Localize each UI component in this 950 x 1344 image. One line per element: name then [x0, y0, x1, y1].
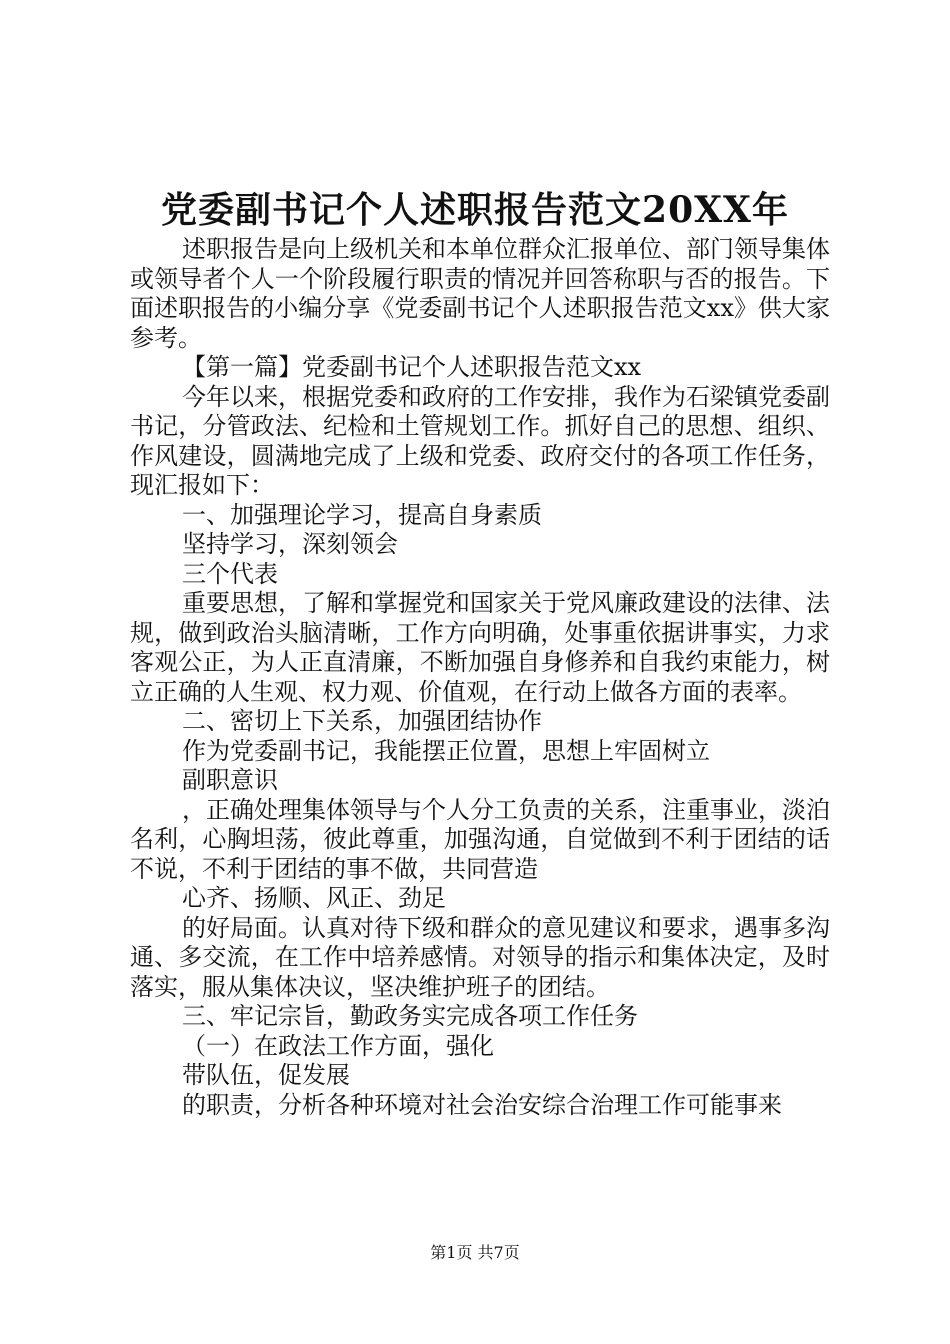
- paragraph: 副职意识: [182, 766, 278, 794]
- paragraph: ，正确处理集体领导与个人分工负责的关系，注重事业，淡泊名利，心胸坦荡，彼此尊重，加强沟通，自觉做到不利于团结的话不说，不利于团结的事不做，共同营造: [130, 795, 830, 883]
- paragraph: 三、牢记宗旨，勤政务实完成各项工作任务: [182, 1002, 638, 1030]
- paragraph: 述职报告是向上级机关和本单位群众汇报单位、部门领导集体或领导者个人一个阶段履行职责的情况并回答称职与否的报告。下面述职报告的小编分享《党委副书记个人述职报告范文xx》供大家参考。: [130, 235, 830, 352]
- document-body: [130, 235, 830, 1120]
- paragraph: 的职责，分析各种环境对社会治安综合治理工作可能事来: [182, 1090, 782, 1119]
- paragraph: 今年以来，根据党委和政府的工作安排，我作为石梁镇党委副书记，分管政法、纪检和土管规划工作。抓好自己的思想、组织、作风建设，圆满地完成了上级和党委、政府交付的各项工作任务，现汇报如下：: [130, 382, 830, 499]
- paragraph: 带队伍，促发展: [182, 1061, 350, 1089]
- paragraph: 三个代表: [182, 559, 278, 588]
- paragraph: 【第一篇】党委副书记个人述职报告范文xx: [182, 353, 642, 381]
- paragraph: 的好局面。认真对待下级和群众的意见建议和要求，遇事多沟通、多交流，在工作中培养感情。对领导的指示和集体决定，及时落实，服从集体决议，坚决维护班子的团结。: [130, 913, 830, 1001]
- page-number: 第1页 共7页: [430, 1243, 520, 1262]
- paragraph: 一、加强理论学习，提高自身素质: [182, 500, 542, 529]
- paragraph: 坚持学习，深刻领会: [182, 530, 398, 558]
- paragraph: 重要思想，了解和掌握党和国家关于党风廉政建设的法律、法规，做到政治头脑清晰，工作方向明确，处事重依据讲事实，力求客观公正，为人正直清廉，不断加强自身修养和自我约束能力，树立正确的人生观、权力观、价值观，在行动上做各方面的表率。: [130, 589, 830, 706]
- paragraph: （一）在政法工作方面，强化: [182, 1031, 494, 1060]
- paragraph: 心齐、扬顺、风正、劲足: [182, 884, 446, 912]
- paragraph: 作为党委副书记，我能摆正位置，思想上牢固树立: [182, 736, 710, 765]
- paragraph: 二、密切上下关系，加强团结协作: [182, 707, 542, 735]
- document-title: 党委副书记个人述职报告范文20XX年: [161, 189, 789, 231]
